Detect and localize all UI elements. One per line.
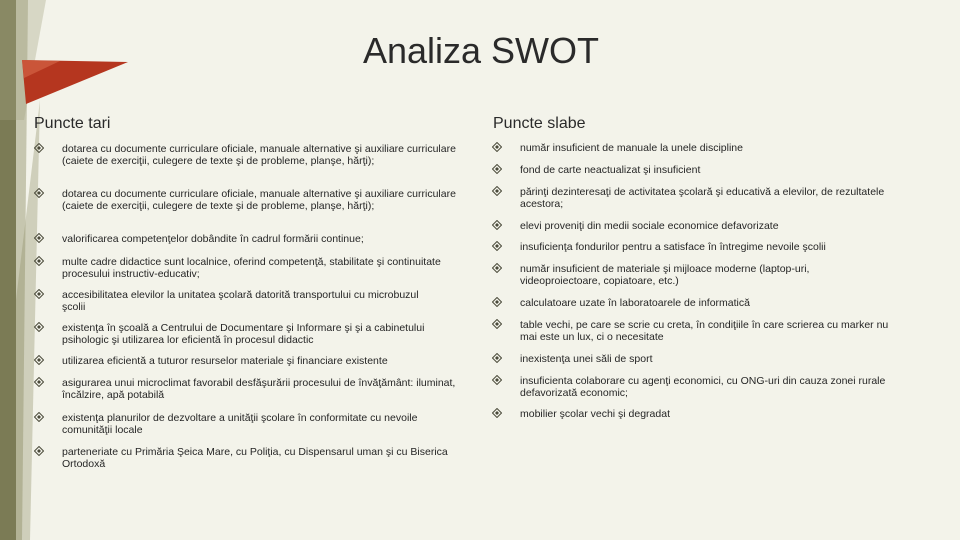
left-accent-bar: [0, 0, 16, 540]
diamond-bullet-icon: [34, 412, 44, 422]
weakness-text: mobilier şcolar vechi şi degradat: [520, 408, 670, 420]
strength-item: [62, 355, 467, 367]
weakness-item: [520, 297, 890, 309]
strength-text: asigurarea unui microclimat favorabil desfăşurării procesului de învăţământ: iluminat, încălzire, apă potabilă: [62, 377, 456, 401]
weakness-item: [520, 220, 890, 232]
weakness-text: insuficienţa fondurilor pentru a satisface în întregime nevoile şcolii: [520, 241, 826, 253]
weakness-item: [520, 263, 860, 287]
strength-item: [62, 322, 467, 346]
strength-text: dotarea cu documente curriculare oficiale, manuale alternative şi auxiliare curriculare (caiete de exerciţii, culegere de texte şi de probleme, planşe, hărţi);: [62, 143, 456, 167]
weakness-item: [520, 353, 890, 365]
diamond-bullet-icon: [492, 142, 502, 152]
weakness-item: [520, 241, 890, 253]
diamond-bullet-icon: [34, 188, 44, 198]
diamond-bullet-icon: [492, 297, 502, 307]
diamond-bullet-icon: [34, 355, 44, 365]
strength-item: [62, 256, 467, 280]
diamond-bullet-icon: [34, 446, 44, 456]
diamond-bullet-icon: [34, 289, 44, 299]
diamond-bullet-icon: [492, 408, 502, 418]
weakness-text: calculatoare uzate în laboratoarele de informatică: [520, 297, 750, 309]
diamond-bullet-icon: [34, 377, 44, 387]
weakness-text: elevi proveniţi din medii sociale economice defavorizate: [520, 220, 779, 232]
weakness-item: [520, 142, 890, 154]
strength-text: dotarea cu documente curriculare oficiale, manuale alternative şi auxiliare curriculare (caiete de exerciţii, culegere de texte şi de probleme, planşe, hărţi);: [62, 188, 456, 212]
diamond-bullet-icon: [492, 353, 502, 363]
diamond-bullet-icon: [34, 256, 44, 266]
strength-text: multe cadre didactice sunt localnice, oferind competenţă, stabilitate şi continuitate procesului instructiv-educativ;: [62, 256, 441, 280]
diamond-bullet-icon: [34, 233, 44, 243]
strength-text: existenţa în şcoală a Centrului de Documentare şi Informare şi şi a cabinetului psihologic şi utilizarea lor eficientă în procesul didactic: [62, 322, 425, 346]
diamond-bullet-icon: [492, 375, 502, 385]
weakness-text: număr insuficient de materiale şi mijloace moderne (laptop-uri, videoproiectoare, copiatoare, etc.): [520, 263, 810, 287]
weakness-item: [520, 375, 890, 399]
diamond-bullet-icon: [492, 220, 502, 230]
weakness-text: părinţi dezinteresaţi de activitatea şcolară şi educativă a elevilor, de rezultatele acestora;: [520, 186, 885, 210]
weakness-text: număr insuficient de manuale la unele discipline: [520, 142, 743, 154]
weakness-text: fond de carte neactualizat şi insuficient: [520, 164, 701, 176]
diamond-bullet-icon: [492, 186, 502, 196]
strength-text: parteneriate cu Primăria Şeica Mare, cu Poliţia, cu Dispensarul uman şi cu Biserica Ortodoxă: [62, 446, 448, 470]
diamond-bullet-icon: [34, 143, 44, 153]
strength-item: [62, 289, 432, 313]
strength-item: [62, 143, 467, 167]
strength-text: valorificarea competenţelor dobândite în cadrul formării continue;: [62, 233, 364, 245]
weakness-text: inexistenţa unei săli de sport: [520, 353, 653, 365]
strength-item: [62, 377, 467, 401]
weakness-item: [520, 164, 890, 176]
strength-text: existenţa planurilor de dezvoltare a unităţii şcolare în conformitate cu nevoile comunităţii locale: [62, 412, 418, 436]
strength-item: [62, 412, 467, 436]
weakness-text: insuficienta colaborare cu agenţi economici, cu ONG-uri din cauza zonei rurale defavorizată economic;: [520, 375, 886, 399]
diamond-bullet-icon: [492, 263, 502, 273]
strength-text: accesibilitatea elevilor la unitatea şcolară datorită transportului cu microbuzul şcolii: [62, 289, 419, 313]
strength-text: utilizarea eficientă a tuturor resurselor materiale şi financiare existente: [62, 355, 388, 367]
strength-item: [62, 233, 467, 245]
weakness-item: [520, 408, 890, 420]
diamond-bullet-icon: [492, 319, 502, 329]
strength-item: [62, 446, 467, 470]
weakness-text: table vechi, pe care se scrie cu creta, în condiţiile în care scrierea cu marker nu mai este un lux, ci o necesitate: [520, 319, 889, 343]
slide-title: Analiza SWOT: [362, 30, 600, 71]
weaknesses-heading: Puncte slabe: [493, 115, 586, 132]
weakness-item: [520, 319, 890, 343]
diamond-bullet-icon: [492, 164, 502, 174]
strengths-heading: Puncte tari: [34, 115, 111, 132]
weakness-item: [520, 186, 890, 210]
diamond-bullet-icon: [492, 241, 502, 251]
diamond-bullet-icon: [34, 322, 44, 332]
strength-item: [62, 188, 467, 212]
